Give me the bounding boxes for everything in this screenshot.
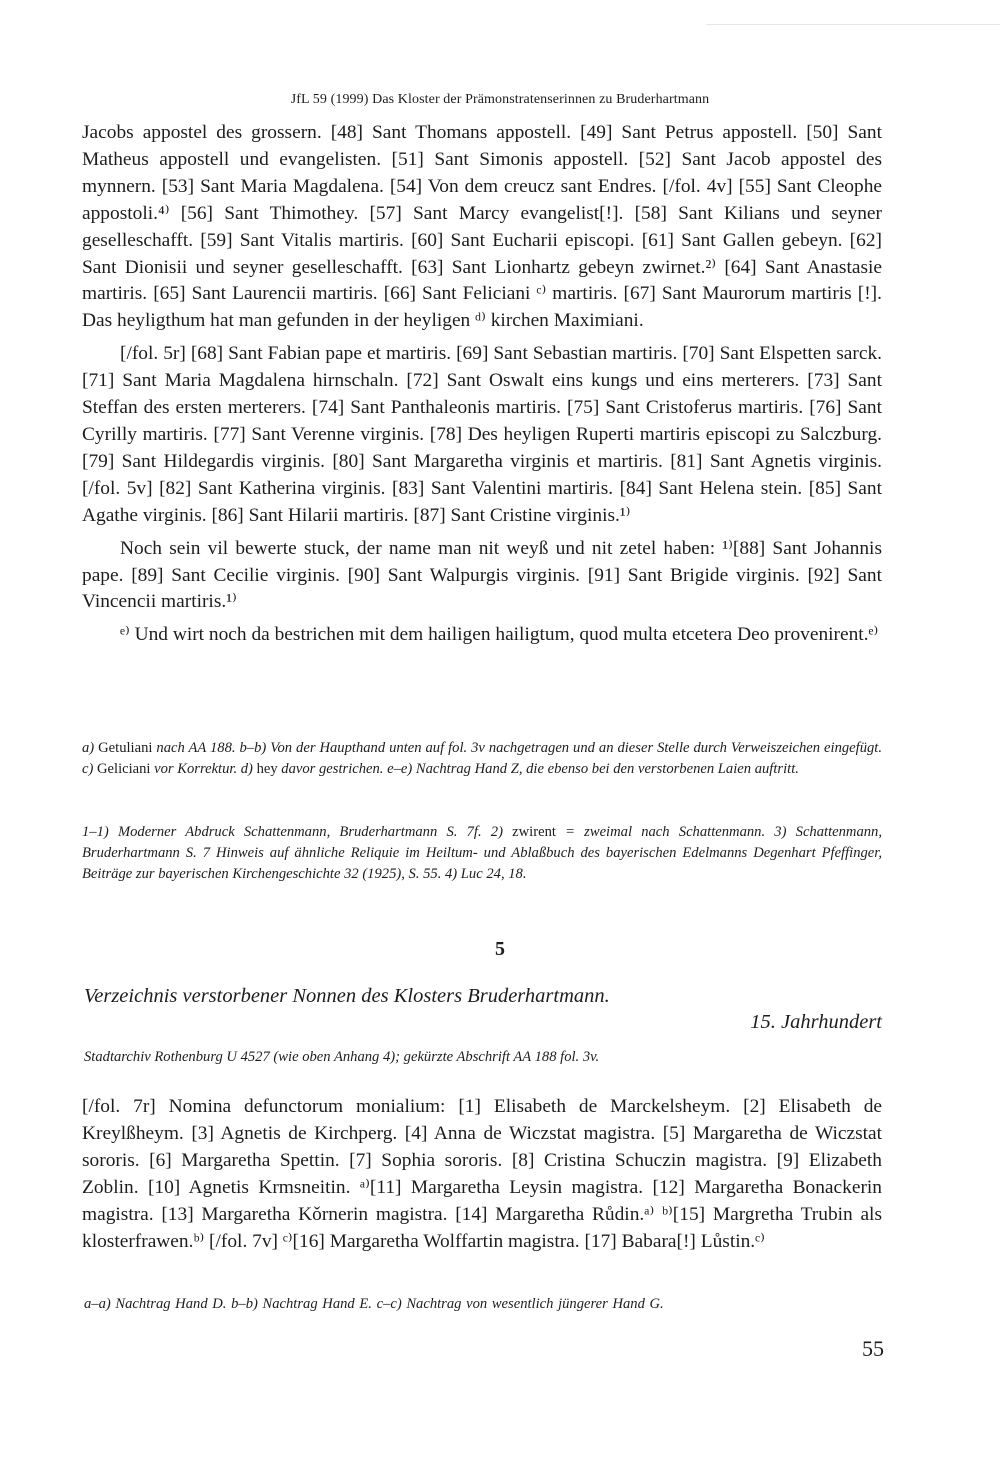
textcritical-notes [82,738,882,780]
section-number: 5 [495,938,505,960]
note-segment: davor gestrichen. e–e) Nachtrag Hand Z, die ebenso bei den verstorbenen Laien auftritt. [277,761,799,777]
note-segment: nach AA 188. b–b) Von der Haupthand unten auf fol. 3v nachgetragen und an dieser Stelle durch Verweiszeichen eingefügt. c) [82,740,882,777]
note-segment: 1–1) Moderner Abdruck Schattenmann, Bruderhartmann S. 7f. 2) [82,824,513,840]
paragraph: [/fol. 5r] [68] Sant Fabian pape et martiris. [69] Sant Sebastian martiris. [70] Sant Elspetten sarck. [71] Sant Maria Magdalena hirnschaln. [72] Sant Oswalt eins kungs und eins merterers. [73] Sant Steffan des ersten merterers. [74] Sant Panthaleonis martiris. [75] Sant Cristoferus martiris. [76] Sant Cyrilly martiris. [77] Sant Verenne virginis. [78] Des heyligen Ruperti martiris episcopi zu Salczburg. [79] Sant Hildegardis virginis. [80] Sant Margaretha virginis et martiris. [81] Sant Agnetis virginis. [/fol. 5v] [82] Sant Katherina virginis. [83] Sant Valentini martiris. [84] Sant Helena stein. [85] Sant Agathe virginis. [86] Sant Hilarii martiris. [87] Sant Cristine virginis.¹⁾ [82,343,882,526]
paragraph: Noch sein vil bewerte stuck, der name man nit weyß und nit zetel haben: ¹⁾[88] Sant Johannis pape. [89] Sant Cecilie virginis. [90] Sant Walpurgis virginis. [91] Sant Brigide virginis. [92] Sant Vincencii martiris.¹⁾ [82,537,882,613]
section-date: 15. Jahrhundert [750,1011,882,1033]
note-segment: hey [256,761,278,777]
commentary-notes [82,822,882,885]
top-edge-rule [706,24,1000,25]
paragraph: [/fol. 7r] Nomina defunctorum monialium: [1] Elisabeth de Marckelsheym. [2] Elisabeth de Kreylßheym. [3] Agnetis de Kirchperg. [4] Anna de Wiczstat magistra. [5] Margaretha de Wiczstat sororis. [6] Margaretha Spettin. [7] Sophia sororis. [8] Cristina Schuczin magistra. [9] Elizabeth Zoblin. [10] Agnetis Krmsneitin. ᵃ⁾[11] Margaretha Leysin magistra. [12] Margaretha Bonackerin magistra. [13] Margaretha Kǒrnerin magistra. [14] Margaretha Růdin.ᵃ⁾ ᵇ⁾[15] Margretha Trubin als klosterfrawen.ᵇ⁾ [/fol. 7v] ᶜ⁾[16] Margaretha Wolffartin magistra. [17] Babara[!] Lůstin.ᶜ⁾ [82,1096,882,1252]
running-head: JfL 59 (1999) Das Kloster der Prämonstratenserinnen zu Bruderhartmann [290,92,710,107]
section-footnote: a–a) Nachtrag Hand D. b–b) Nachtrag Hand E. c–c) Nachtrag von wesentlich jüngerer Hand G. [84,1296,664,1312]
note-segment: Geliciani [97,761,151,777]
note-segment: Getuliani [98,740,153,756]
main-text [82,120,882,649]
note-segment: = zweimal nach Schattenmann. 3) Schattenmann, Bruderhartmann S. 7 Hinweis auf ähnliche Reliquie im Heiltum- und Ablaßbuch des bayerischen Edelmanns Degenhart Pfeffinger, Beiträge zur bayerischen Kirchengeschichte 32 (1925), S. 55. 4) Luc 24, 18. [82,824,882,882]
note-segment: a) [82,740,99,756]
note-segment: zwirent [512,824,556,840]
section-source: Stadtarchiv Rothenburg U 4527 (wie oben Anhang 4); gekürzte Abschrift AA 188 fol. 3v. [84,1049,600,1065]
page-number: 55 [862,1336,884,1361]
note-segment: vor Korrektur. d) [150,761,257,777]
paragraph: Jacobs appostel des grossern. [48] Sant Thomans appostell. [49] Sant Petrus appostell. [50] Sant Matheus appostell und evangelisten. [51] Sant Simonis appostell. [52] Sant Jacob appostel des mynnern. [53] Sant Maria Magdalena. [54] Von dem creucz sant Endres. [/fol. 4v] [55] Sant Cleophe appostoli.⁴⁾ [56] Sant Thimothey. [57] Sant Marcy evangelist[!]. [58] Sant Kilians und seyner geselleschafft. [59] Sant Vitalis martiris. [60] Sant Eucharii episcopi. [61] Sant Gallen gebeyn. [62] Sant Dionisii und seyner geselleschafft. [63] Sant Lionhartz gebeyn zwirnet.²⁾ [64] Sant Anastasie martiris. [65] Sant Laurencii martiris. [66] Sant Feliciani ᶜ⁾ martiris. [67] Sant Maurorum martiris [!]. Das heyligthum hat man gefunden in der heyligen ᵈ⁾ kirchen Maximiani. [82,122,882,332]
section-text [82,1094,882,1255]
paragraph: ᵉ⁾ Und wirt noch da bestrichen mit dem hailigen hailigtum, quod multa etcetera Deo provenirent.ᵉ⁾ [120,624,879,646]
section-title: Verzeichnis verstorbener Nonnen des Klosters Bruderhartmann. [84,985,610,1007]
